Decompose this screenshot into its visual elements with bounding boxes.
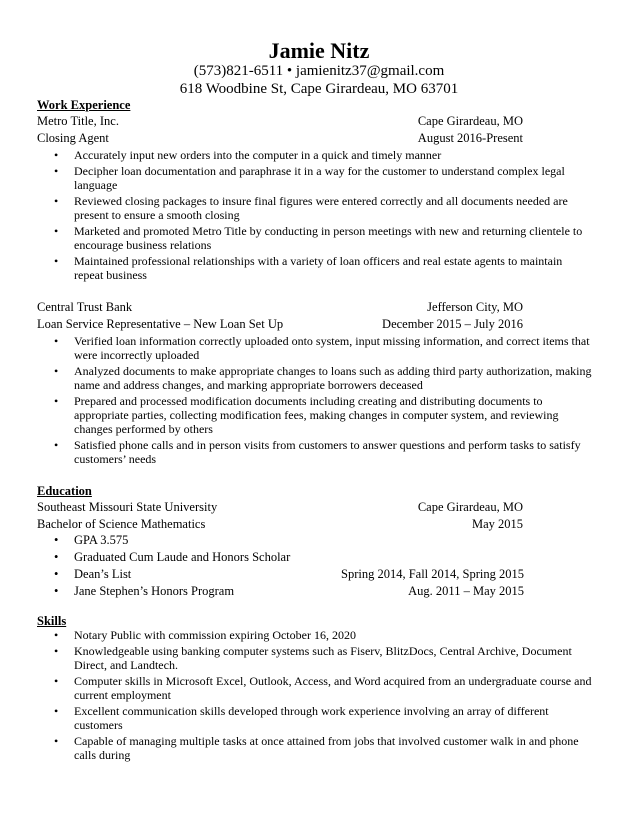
list-item: [54, 438, 592, 466]
job-1-position-row: [37, 130, 523, 146]
bullet-text: Satisfied phone calls and in person visits from customers to answer questions and perform tasks to satisfy customers’ needs: [74, 438, 581, 466]
bullet-text: Prepared and processed modification documents including creating and distributing documents to appropriate parties, collecting modification fees, making changes in computer system, and reviewing changes performed by others: [74, 394, 559, 436]
bullet-icon: •: [54, 254, 59, 268]
bullet-text: Capable of managing multiple tasks at once attained from jobs that involved customer walk in and phone calls during: [74, 734, 579, 762]
bullet-text: Notary Public with commission expiring October 16, 2020: [74, 628, 356, 642]
list-item: [54, 164, 592, 192]
bullet-icon: •: [54, 674, 59, 688]
education-location: Cape Girardeau, MO: [417, 500, 523, 514]
list-item: [54, 194, 592, 222]
skills-bullets: [54, 628, 592, 764]
address-line: 618 Woodbine St, Cape Girardeau, MO 63701: [179, 81, 459, 97]
job-1-employer-row: [37, 113, 523, 129]
bullet-icon: •: [54, 148, 59, 162]
bullet-text: Jane Stephen’s Honors Program: [74, 584, 235, 598]
list-item: [54, 674, 592, 702]
list-item: [54, 704, 592, 732]
bullet-text: Verified loan information correctly uploaded onto system, input missing information, and correct items that were incorrectly uploaded: [74, 334, 590, 362]
bullet-text: Decipher loan documentation and paraphrase it in a way for the customer to understand complex legal language: [74, 164, 565, 192]
bullet-text: Maintained professional relationships with a variety of loan officers and real estate agents to maintain repeat business: [74, 254, 563, 282]
job-1-bullets: [54, 148, 592, 284]
job-1-dates: August 2016-Present: [417, 131, 523, 145]
bullet-text: Dean’s List: [74, 567, 132, 581]
bullet-icon: •: [54, 394, 59, 408]
contact-line: (573)821-6511 • jamienitz37@gmail.com: [193, 63, 445, 79]
bullet-text: Marketed and promoted Metro Title by conducting in person meetings with new and returning clientele to encourage business relations: [74, 224, 583, 252]
bullet-icon: •: [54, 550, 59, 564]
education-date: May 2015: [471, 517, 523, 531]
bullet-icon: •: [54, 734, 59, 748]
job-2-employer: Central Trust Bank: [37, 300, 133, 314]
job-2-bullets: [54, 334, 592, 468]
bullet-date: Aug. 2011 – May 2015: [408, 584, 524, 598]
list-item: [54, 364, 592, 392]
bullet-icon: •: [54, 567, 59, 581]
bullet-icon: •: [54, 533, 59, 547]
bullet-date: Spring 2014, Fall 2014, Spring 2015: [341, 567, 524, 581]
education-degree-row: [37, 516, 523, 532]
bullet-text: Accurately input new orders into the computer in a quick and timely manner: [74, 148, 442, 162]
job-2-position: Loan Service Representative – New Loan Set Up: [37, 317, 284, 331]
list-item: [54, 567, 524, 582]
list-item: [54, 334, 592, 362]
bullet-text: Reviewed closing packages to insure final figures were entered correctly and all documents needed are present to ensure a smooth closing: [74, 194, 568, 222]
bullet-text: Computer skills in Microsoft Excel, Outlook, Access, and Word acquired from an undergraduate course and current employment: [74, 674, 592, 702]
job-1-position: Closing Agent: [37, 131, 109, 145]
education-school-row: [37, 499, 523, 515]
education-school: Southeast Missouri State University: [37, 500, 218, 514]
job-2-location: Jefferson City, MO: [427, 300, 523, 314]
job-2-employer-row: [37, 299, 523, 315]
list-item: [54, 148, 592, 162]
bullet-icon: •: [54, 164, 59, 178]
list-item: [54, 533, 524, 548]
job-1-location: Cape Girardeau, MO: [417, 114, 523, 128]
list-item: [54, 584, 524, 599]
bullet-text: Graduated Cum Laude and Honors Scholar: [74, 550, 291, 564]
job-2-position-row: [37, 316, 523, 332]
skills-heading: Skills: [37, 614, 67, 628]
education-bullets: [54, 533, 592, 601]
bullet-icon: •: [54, 628, 59, 642]
list-item: [54, 224, 592, 252]
resume-name: Jamie Nitz: [268, 38, 370, 63]
bullet-text: Excellent communication skills developed through work experience involving an array of different customers: [74, 704, 549, 732]
list-item: [54, 734, 592, 762]
bullet-icon: •: [54, 644, 59, 658]
bullet-icon: •: [54, 364, 59, 378]
list-item: [54, 628, 592, 642]
job-1-employer: Metro Title, Inc.: [37, 114, 119, 128]
bullet-text: Knowledgeable using banking computer systems such as Fiserv, BlitzDocs, Central Archive, Document Direct, and Landtech.: [74, 644, 572, 672]
bullet-icon: •: [54, 194, 59, 208]
bullet-icon: •: [54, 584, 59, 598]
bullet-text: GPA 3.575: [74, 533, 129, 547]
bullet-text: Analyzed documents to make appropriate changes to loans such as adding third party authorization, making name and address changes, and marking appropriate borrowers deceased: [74, 364, 592, 392]
bullet-icon: •: [54, 334, 59, 348]
education-degree: Bachelor of Science Mathematics: [37, 517, 206, 531]
list-item: [54, 254, 592, 282]
bullet-icon: •: [54, 438, 59, 452]
work-experience-heading: Work Experience: [37, 98, 131, 112]
job-2-dates: December 2015 – July 2016: [382, 317, 523, 331]
list-item: [54, 550, 524, 565]
education-heading: Education: [37, 484, 92, 498]
bullet-icon: •: [54, 704, 59, 718]
list-item: [54, 644, 592, 672]
list-item: [54, 394, 592, 436]
bullet-icon: •: [54, 224, 59, 238]
